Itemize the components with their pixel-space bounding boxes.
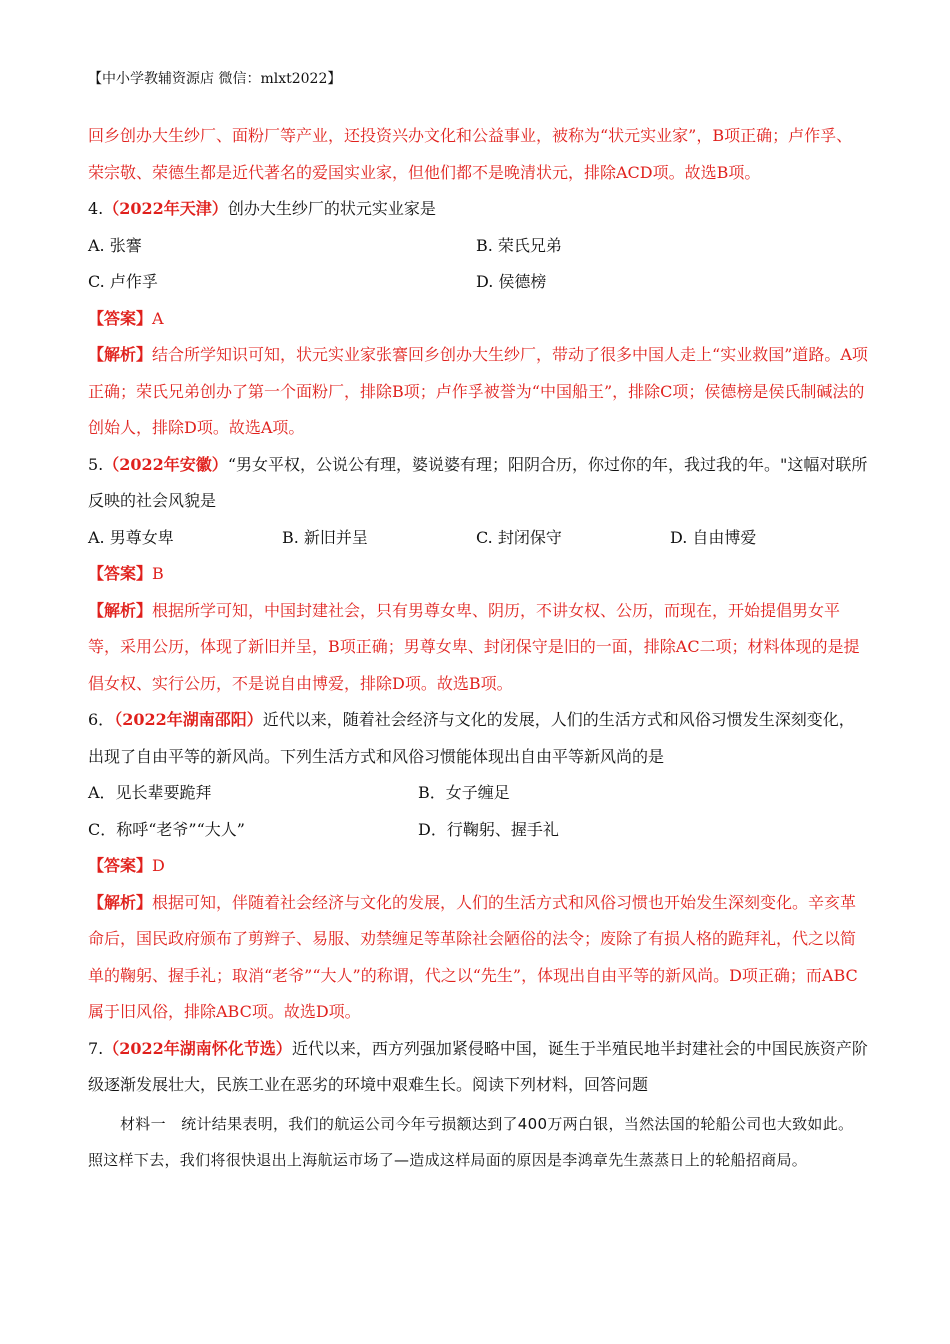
q4-analysis: 【解析】结合所学知识可知，状元实业家张謇回乡创办大生纱厂，带动了很多中国人走上“实业救国”道路。A项正确；荣氏兄弟创办了第一个面粉厂，排除B项；卢作孚被誉为“中国船王”，排除C项；侯德榜是侯氏制碱法的创始人，排除D项。故选A项。 (88, 345, 868, 437)
q7-material: 材料一 统计结果表明，我们的航运公司今年亏损额达到了400万两白银，当然法国的轮船公司也大致如此。照这样下去，我们将很快退出上海航运市场了—造成这样局面的原因是李鸿章先生蒸蒸日上的轮船招商局。 (88, 1114, 854, 1169)
q4-options-row1 (88, 228, 868, 265)
q6-option-d: D．行鞠躬、握手礼 (418, 819, 559, 839)
q6-options-row2 (88, 812, 868, 849)
q6-options-row1 (88, 775, 868, 812)
q6-analysis: 【解析】根据可知，伴随着社会经济与文化的发展，人们的生活方式和风俗习惯也开始发生深刻变化。辛亥革命后，国民政府颁布了剪辫子、易服、劝禁缠足等革除社会陋俗的法令；废除了有损人格的跪拜礼，代之以简单的鞠躬、握手礼；取消“老爷”“大人”的称谓，代之以“先生”，体现出自由平等的新风尚。D项正确；而ABC属于旧风俗，排除ABC项。故选D项。 (88, 892, 858, 1021)
q5-stem: 5.（2022年安徽）“男女平权，公说公有理，婆说婆有理；阳阴合历，你过你的年，我过我的年。"这幅对联所反映的社会风貌是 (88, 454, 868, 510)
q4-option-a: A. 张謇 (88, 235, 142, 255)
q5-option-a: A. 男尊女卑 (88, 527, 174, 547)
q7-source: （2022年湖南怀化节选） (103, 1038, 292, 1058)
q5-option-c: C. 封闭保守 (476, 527, 562, 547)
q5-option-d: D. 自由博爱 (670, 527, 757, 547)
document-body (88, 118, 868, 1179)
q6-option-c: C．称呼“老爷”“大人” (88, 819, 245, 839)
q6-option-b: B．女子缠足 (418, 783, 510, 802)
q5-option-b: B. 新旧并呈 (282, 527, 368, 547)
q6-answer: 【答案】D (88, 856, 165, 875)
q5-source: （2022年安徽） (103, 454, 228, 474)
q4-option-d: D. 侯德榜 (476, 272, 547, 291)
q4-stem: 4.（2022年天津）创办大生纱厂的状元实业家是 (88, 199, 436, 218)
page-header: 【中小学教辅资源店 微信：mlxt2022】 (88, 71, 342, 87)
q5-options (88, 520, 868, 557)
q4-option-b: B. 荣氏兄弟 (476, 235, 562, 255)
intro-explanation: 回乡创办大生纱厂、面粉厂等产业，还投资兴办文化和公益事业，被称为“状元实业家”，B项正确；卢作孚、荣宗敬、荣德生都是近代著名的爱国实业家，但他们都不是晚清状元，排除ACD项。故选B项。 (88, 126, 853, 182)
q4-options-row2 (88, 264, 868, 301)
q4-source: （2022年天津） (103, 199, 228, 218)
q4-option-c: C. 卢作孚 (88, 272, 158, 291)
q6-stem: 6．（2022年湖南邵阳）近代以来，随着社会经济与文化的发展，人们的生活方式和风俗习惯发生深刻变化，出现了自由平等的新风尚。下列生活方式和风俗习惯能体现出自由平等新风尚的是 (88, 710, 855, 766)
q6-option-a: A．见长辈要跪拜 (88, 783, 212, 802)
q6-source: （2022年湖南邵阳） (114, 710, 263, 729)
q4-answer: 【答案】A (88, 308, 164, 328)
q7-stem: 7.（2022年湖南怀化节选）近代以来，西方列强加紧侵略中国，诞生于半殖民地半封建社会的中国民族资产阶级逐渐发展壮大，民族工业在恶劣的环境中艰难生长。阅读下列材料，回答问题 (88, 1038, 868, 1094)
q5-answer: 【答案】B (88, 564, 164, 583)
q5-analysis: 【解析】根据所学可知，中国封建社会，只有男尊女卑、阴历，不讲女权、公历，而现在，开始提倡男女平等，采用公历，体现了新旧并呈，B项正确；男尊女卑、封闭保守是旧的一面，排除AC二项；材料体现的是提倡女权、实行公历，不是说自由博爱，排除D项。故选B项。 (88, 600, 860, 693)
